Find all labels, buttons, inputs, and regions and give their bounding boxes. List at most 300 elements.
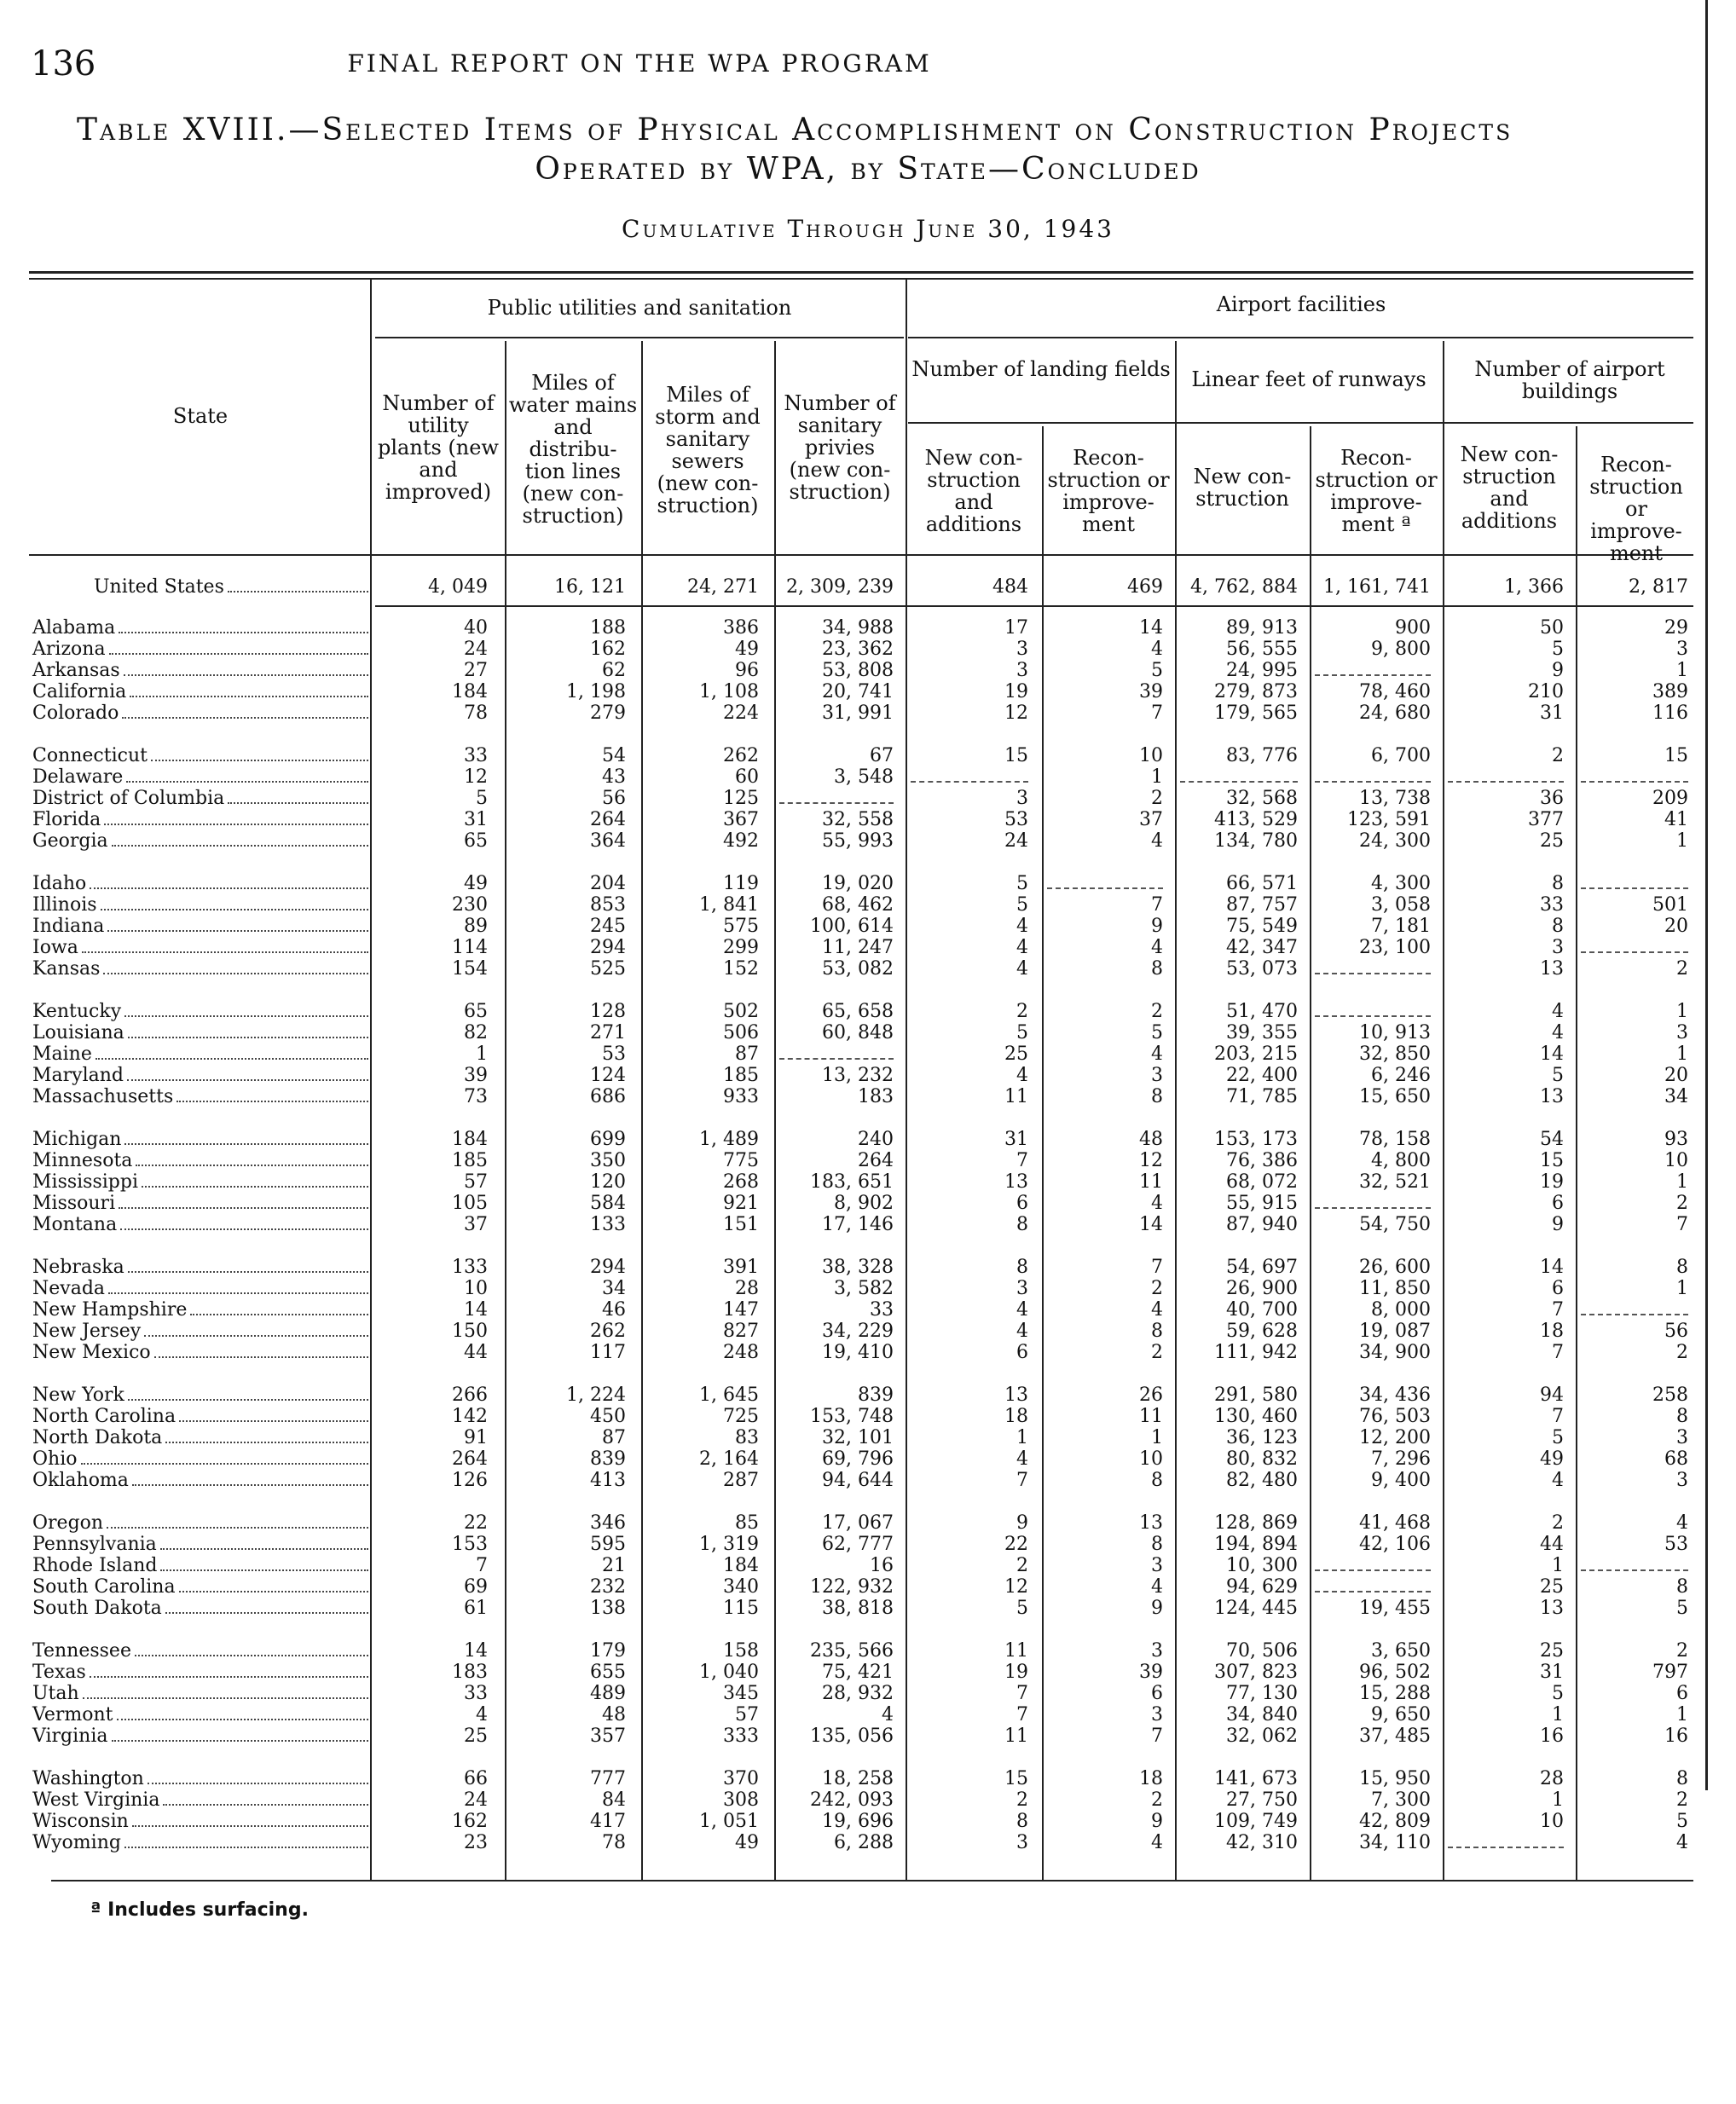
data-cell: 686 — [590, 1086, 626, 1107]
data-cell: 1 — [1676, 1043, 1688, 1065]
data-cell: 24, 300 — [1359, 830, 1431, 852]
data-cell: 12 — [1004, 702, 1028, 724]
data-cell: 24 — [464, 1789, 488, 1811]
leader-dots — [103, 958, 368, 974]
data-cell: 115 — [723, 1598, 759, 1619]
state-name: Massachusetts — [32, 1086, 174, 1107]
data-cell: 1 — [1676, 1704, 1688, 1725]
data-cell: 8 — [1016, 1811, 1028, 1832]
state-name: Kansas — [32, 958, 101, 980]
data-cell: 7 — [1151, 1257, 1163, 1278]
state-name: Illinois — [32, 894, 97, 916]
data-cell: 73 — [464, 1086, 488, 1107]
data-cell: 2 — [1552, 1512, 1564, 1534]
data-cell: 389 — [1652, 681, 1688, 702]
data-cell: 22 — [464, 1512, 488, 1534]
state-row — [32, 830, 368, 852]
data-cell: 29 — [1664, 617, 1688, 639]
data-cell: 49 — [464, 873, 488, 894]
data-cell: 34, 436 — [1359, 1384, 1431, 1406]
data-cell: 56 — [1664, 1321, 1688, 1342]
leader-dots — [148, 1768, 368, 1784]
page-number: 136 — [31, 44, 96, 84]
leader-dots — [112, 1725, 369, 1742]
data-cell: 655 — [590, 1662, 626, 1683]
leader-dots — [132, 1470, 368, 1486]
data-cell: 230 — [452, 894, 488, 916]
header-landing-fields: Number of landing fields — [911, 357, 1171, 381]
data-cell: 4 — [1676, 1832, 1688, 1853]
data-cell: 15, 650 — [1359, 1086, 1431, 1107]
data-cell: 36, 123 — [1226, 1427, 1298, 1448]
data-cell: 6 — [1552, 1193, 1564, 1214]
data-cell: 20 — [1664, 1065, 1688, 1086]
data-cell: 87, 757 — [1226, 894, 1298, 916]
data-cell: 245 — [590, 916, 626, 937]
leader-dots — [124, 1129, 368, 1145]
data-cell: 8, 902 — [834, 1193, 894, 1214]
data-cell: 1, 489 — [699, 1129, 759, 1150]
state-row — [32, 766, 368, 788]
data-cell: 16 — [870, 1555, 894, 1576]
data-cell: 3 — [1151, 1640, 1163, 1662]
data-cell: 142 — [452, 1406, 488, 1427]
data-cell: 31 — [464, 809, 488, 830]
state-row — [32, 1321, 368, 1342]
data-cell: 13 — [1139, 1512, 1163, 1534]
data-cell: 2 — [1151, 1001, 1163, 1022]
empty-cell-dash — [779, 1044, 894, 1060]
data-cell: 3, 058 — [1371, 894, 1431, 916]
data-cell: 17, 067 — [822, 1512, 894, 1534]
data-cell: 699 — [590, 1129, 626, 1150]
data-cell: 53 — [1004, 809, 1028, 830]
data-cell: 12 — [1004, 1576, 1028, 1598]
data-cell: 584 — [590, 1193, 626, 1214]
data-cell: 19 — [1540, 1171, 1564, 1193]
data-cell: 15 — [1004, 1768, 1028, 1789]
state-name: California — [32, 681, 127, 702]
data-cell: 65 — [464, 1001, 488, 1022]
data-cell: 18 — [1004, 1406, 1028, 1427]
state-name: Mississippi — [32, 1171, 138, 1193]
data-cell: 68 — [1664, 1448, 1688, 1470]
data-cell: 9 — [1016, 1512, 1028, 1534]
data-cell: 91 — [464, 1427, 488, 1448]
data-cell: 31, 991 — [822, 702, 894, 724]
totals-cell: 469 — [1127, 576, 1163, 598]
data-cell: 5 — [1552, 1683, 1564, 1704]
data-cell: 23 — [464, 1832, 488, 1853]
data-cell: 367 — [723, 809, 759, 830]
data-cell: 5 — [1552, 1065, 1564, 1086]
state-name: West Virginia — [32, 1789, 160, 1811]
data-cell: 8 — [1676, 1768, 1688, 1789]
data-cell: 921 — [723, 1193, 759, 1214]
state-row — [32, 617, 368, 639]
data-cell: 6, 700 — [1371, 745, 1431, 766]
data-cell: 94, 629 — [1226, 1576, 1298, 1598]
data-cell: 13 — [1004, 1384, 1028, 1406]
empty-cell-dash — [779, 789, 894, 804]
data-cell: 54, 750 — [1359, 1214, 1431, 1235]
leader-dots — [124, 1832, 368, 1848]
state-row — [32, 1001, 368, 1022]
data-cell: 258 — [1652, 1384, 1688, 1406]
data-cell: 11 — [1139, 1171, 1163, 1193]
data-cell: 125 — [723, 788, 759, 809]
data-cell: 2 — [1676, 958, 1688, 980]
data-cell: 3 — [1676, 639, 1688, 660]
data-cell: 24 — [1004, 830, 1028, 852]
data-cell: 235, 566 — [810, 1640, 894, 1662]
data-cell: 7 — [1552, 1406, 1564, 1427]
data-cell: 24, 995 — [1226, 660, 1298, 681]
leader-dots — [190, 1299, 368, 1315]
empty-cell-dash — [1315, 1577, 1431, 1592]
state-row — [32, 1534, 368, 1555]
divider-8 — [1443, 341, 1444, 1880]
data-cell: 4 — [1151, 1832, 1163, 1853]
totals-row-label — [94, 576, 368, 598]
data-cell: 4 — [1151, 639, 1163, 660]
data-cell: 53, 808 — [822, 660, 894, 681]
state-name: Michigan — [32, 1129, 122, 1150]
data-cell: 7, 296 — [1371, 1448, 1431, 1470]
data-cell: 13 — [1004, 1171, 1028, 1193]
data-cell: 10 — [464, 1278, 488, 1299]
data-cell: 7 — [1016, 1470, 1028, 1491]
data-cell: 123, 591 — [1347, 809, 1431, 830]
divider-4 — [906, 280, 907, 1880]
leader-dots — [128, 1022, 368, 1038]
data-cell: 185 — [452, 1150, 488, 1171]
data-cell: 839 — [858, 1384, 894, 1406]
data-cell: 15, 950 — [1359, 1768, 1431, 1789]
data-cell: 262 — [723, 745, 759, 766]
data-cell: 1 — [1151, 766, 1163, 788]
leader-dots — [165, 1598, 368, 1614]
data-cell: 14 — [464, 1640, 488, 1662]
empty-cell-dash — [1448, 1833, 1564, 1848]
data-cell: 54 — [1540, 1129, 1564, 1150]
data-cell: 19, 696 — [822, 1811, 894, 1832]
state-name: Oregon — [32, 1512, 104, 1534]
data-cell: 16 — [1664, 1725, 1688, 1747]
state-name: Kentucky — [32, 1001, 122, 1022]
data-cell: 70, 506 — [1226, 1640, 1298, 1662]
totals-cell: 1, 366 — [1504, 576, 1564, 598]
data-cell: 60 — [735, 766, 759, 788]
leader-dots — [95, 1043, 368, 1060]
data-cell: 68, 072 — [1226, 1171, 1298, 1193]
data-cell: 8 — [1016, 1214, 1028, 1235]
data-cell: 25 — [464, 1725, 488, 1747]
data-cell: 11, 247 — [822, 937, 894, 958]
totals-cell: 4, 049 — [428, 576, 488, 598]
data-cell: 179 — [590, 1640, 626, 1662]
state-row — [32, 1150, 368, 1171]
data-cell: 22 — [1004, 1534, 1028, 1555]
data-cell: 3 — [1016, 660, 1028, 681]
data-cell: 54 — [602, 745, 626, 766]
data-cell: 2 — [1676, 1789, 1688, 1811]
data-cell: 44 — [1540, 1534, 1564, 1555]
leader-dots — [109, 639, 368, 655]
data-cell: 24, 680 — [1359, 702, 1431, 724]
data-cell: 34, 229 — [822, 1321, 894, 1342]
data-cell: 16 — [1540, 1725, 1564, 1747]
data-cell — [779, 1043, 894, 1065]
empty-cell-dash — [1581, 1300, 1688, 1315]
data-cell: 6 — [1016, 1193, 1028, 1214]
data-cell: 15 — [1004, 745, 1028, 766]
leader-dots — [160, 1534, 368, 1550]
leader-dots — [228, 788, 368, 804]
data-cell: 76, 386 — [1226, 1150, 1298, 1171]
data-cell: 32, 568 — [1226, 788, 1298, 809]
data-cell: 4 — [1552, 1470, 1564, 1491]
leader-dots — [107, 916, 368, 932]
state-name: Pennsylvania — [32, 1534, 157, 1555]
data-cell: 3 — [1676, 1427, 1688, 1448]
data-cell: 271 — [590, 1022, 626, 1043]
data-cell: 42, 347 — [1226, 937, 1298, 958]
data-cell: 19, 020 — [822, 873, 894, 894]
data-cell: 153, 748 — [810, 1406, 894, 1427]
state-name: Vermont — [32, 1704, 113, 1725]
data-cell: 9, 650 — [1371, 1704, 1431, 1725]
data-cell: 62, 777 — [822, 1534, 894, 1555]
data-cell: 117 — [590, 1342, 626, 1363]
data-cell: 185 — [723, 1065, 759, 1086]
data-cell: 19, 410 — [822, 1342, 894, 1363]
data-cell: 55, 993 — [822, 830, 894, 852]
totals-cell: 2, 817 — [1629, 576, 1688, 598]
state-row — [32, 1662, 368, 1683]
data-cell: 5 — [1676, 1811, 1688, 1832]
data-cell: 60, 848 — [822, 1022, 894, 1043]
divider-9 — [1576, 426, 1577, 1880]
empty-cell-dash — [1180, 767, 1298, 783]
data-cell: 1 — [1552, 1555, 1564, 1576]
data-cell: 264 — [452, 1448, 488, 1470]
data-cell: 69 — [464, 1576, 488, 1598]
data-cell: 6 — [1676, 1683, 1688, 1704]
state-name: Rhode Island — [32, 1555, 158, 1576]
data-cell: 11 — [1004, 1086, 1028, 1107]
empty-cell-dash — [1581, 938, 1688, 953]
data-cell: 13 — [1540, 958, 1564, 980]
header-runways-recon: Recon- struction or improve- ment ª — [1315, 446, 1438, 536]
data-cell: 119 — [723, 873, 759, 894]
data-cell — [1581, 766, 1688, 788]
data-cell: 8 — [1151, 1470, 1163, 1491]
leader-dots — [132, 1811, 368, 1827]
state-name: Wisconsin — [32, 1811, 129, 1832]
data-cell: 93 — [1664, 1129, 1688, 1150]
leader-dots — [108, 1278, 368, 1294]
state-row — [32, 937, 368, 958]
data-cell: 4 — [476, 1704, 488, 1725]
data-cell: 1 — [1676, 660, 1688, 681]
data-cell: 65, 658 — [822, 1001, 894, 1022]
data-cell: 1 — [1552, 1704, 1564, 1725]
state-row — [32, 1065, 368, 1086]
data-cell: 14 — [1139, 617, 1163, 639]
state-name: Maine — [32, 1043, 92, 1065]
data-cell: 32, 521 — [1359, 1171, 1431, 1193]
data-cell: 19, 455 — [1359, 1598, 1431, 1619]
data-cell: 1, 108 — [699, 681, 759, 702]
data-cell: 153, 173 — [1214, 1129, 1298, 1150]
data-cell: 33 — [464, 1683, 488, 1704]
data-cell: 268 — [723, 1171, 759, 1193]
data-cell: 4 — [1151, 830, 1163, 852]
data-cell: 94, 644 — [822, 1470, 894, 1491]
data-cell — [1581, 1555, 1688, 1576]
state-row — [32, 873, 368, 894]
data-cell: 12, 200 — [1359, 1427, 1431, 1448]
data-cell: 135, 056 — [810, 1725, 894, 1747]
data-cell: 87, 940 — [1226, 1214, 1298, 1235]
data-cell: 3 — [1676, 1470, 1688, 1491]
data-cell: 183 — [452, 1662, 488, 1683]
data-cell: 7 — [1016, 1150, 1028, 1171]
data-cell: 5 — [1016, 894, 1028, 916]
leader-dots — [90, 1662, 368, 1678]
leader-dots — [119, 617, 368, 633]
data-cell: 2 — [1676, 1342, 1688, 1363]
data-cell: 1 — [1676, 830, 1688, 852]
data-cell: 827 — [723, 1321, 759, 1342]
leader-dots — [135, 1640, 368, 1656]
data-cell: 85 — [735, 1512, 759, 1534]
data-cell: 345 — [723, 1683, 759, 1704]
data-cell — [911, 766, 1028, 788]
leader-dots — [104, 809, 368, 825]
data-cell: 133 — [452, 1257, 488, 1278]
state-name: Maryland — [32, 1065, 124, 1086]
leader-dots — [228, 576, 368, 592]
header-buildings-recon: Recon- struction or improve- ment — [1589, 453, 1683, 565]
data-cell: 294 — [590, 1257, 626, 1278]
data-cell: 4 — [1016, 958, 1028, 980]
data-cell: 12 — [464, 766, 488, 788]
data-cell: 55, 915 — [1226, 1193, 1298, 1214]
data-cell: 154 — [452, 958, 488, 980]
header-landing-new: New con- struction and additions — [924, 446, 1023, 536]
data-cell: 7 — [1552, 1342, 1564, 1363]
data-cell: 3 — [1151, 1704, 1163, 1725]
totals-cell: 16, 121 — [554, 576, 626, 598]
state-row — [32, 788, 368, 809]
state-row — [32, 660, 368, 681]
table-title-continued: Operated by WPA, by State—Concluded — [535, 152, 1201, 187]
data-cell: 153 — [452, 1534, 488, 1555]
data-cell: 8 — [1151, 1086, 1163, 1107]
leader-dots — [144, 1321, 368, 1337]
state-name: Louisiana — [32, 1022, 124, 1043]
header-airport-buildings: Number of airport buildings — [1474, 357, 1665, 403]
data-cell: 49 — [735, 639, 759, 660]
header-landing-recon: Recon- struction or improve- ment — [1047, 446, 1170, 536]
data-cell: 184 — [723, 1555, 759, 1576]
data-cell: 9 — [1151, 1598, 1163, 1619]
data-cell: 595 — [590, 1534, 626, 1555]
data-cell: 299 — [723, 937, 759, 958]
data-cell: 5 — [1151, 660, 1163, 681]
leader-dots — [124, 1001, 368, 1017]
data-cell: 4 — [1151, 937, 1163, 958]
data-cell: 28, 932 — [822, 1683, 894, 1704]
data-cell: 1 — [1676, 1171, 1688, 1193]
data-cell: 4, 300 — [1371, 873, 1431, 894]
header-state: State — [172, 404, 229, 428]
data-cell: 32, 101 — [822, 1427, 894, 1448]
state-row — [32, 1768, 368, 1789]
state-name: North Dakota — [32, 1427, 163, 1448]
data-cell: 9 — [1151, 1811, 1163, 1832]
empty-cell-dash — [1448, 767, 1564, 783]
data-cell: 900 — [1395, 617, 1431, 639]
data-cell: 49 — [735, 1832, 759, 1853]
data-cell: 350 — [590, 1150, 626, 1171]
data-cell: 56, 555 — [1226, 639, 1298, 660]
data-cell: 14 — [1540, 1257, 1564, 1278]
data-cell: 2 — [1552, 745, 1564, 766]
state-name: Nebraska — [32, 1257, 124, 1278]
header-water-mains: Miles of water mains and distribu- tion lines (new con- struction) — [508, 371, 638, 528]
data-cell: 506 — [723, 1022, 759, 1043]
table-subtitle: Cumulative Through June 30, 1943 — [622, 215, 1114, 243]
data-cell: 78 — [464, 702, 488, 724]
data-cell: 31 — [1004, 1129, 1028, 1150]
data-cell: 8 — [1552, 873, 1564, 894]
data-cell: 44 — [464, 1342, 488, 1363]
data-cell: 4 — [1552, 1001, 1564, 1022]
data-cell: 13 — [1540, 1598, 1564, 1619]
data-cell: 502 — [723, 1001, 759, 1022]
data-cell: 130, 460 — [1214, 1406, 1298, 1427]
data-cell: 7 — [1016, 1683, 1028, 1704]
data-cell: 89 — [464, 916, 488, 937]
state-row — [32, 1406, 368, 1427]
totals-cell: 4, 762, 884 — [1190, 576, 1298, 598]
state-row — [32, 1832, 368, 1853]
data-cell: 75, 421 — [822, 1662, 894, 1683]
data-cell: 53, 073 — [1226, 958, 1298, 980]
state-name: Iowa — [32, 937, 78, 958]
state-name: Tennessee — [32, 1640, 131, 1662]
data-cell — [779, 788, 894, 809]
data-cell: 279, 873 — [1214, 681, 1298, 702]
data-cell: 9 — [1151, 916, 1163, 937]
data-cell: 4 — [882, 1704, 894, 1725]
state-row — [32, 1022, 368, 1043]
data-cell: 6 — [1016, 1342, 1028, 1363]
data-cell: 34, 840 — [1226, 1704, 1298, 1725]
data-cell: 5 — [476, 788, 488, 809]
data-cell: 291, 580 — [1214, 1384, 1298, 1406]
header-utility-plants: Number of utility plants (new and improved) — [378, 391, 499, 504]
totals-cell: 1, 161, 741 — [1323, 576, 1431, 598]
data-cell: 210 — [1528, 681, 1564, 702]
data-cell: 27, 750 — [1226, 1789, 1298, 1811]
data-cell: 128 — [590, 1001, 626, 1022]
data-cell: 82 — [464, 1022, 488, 1043]
empty-cell-dash — [1581, 1556, 1688, 1571]
